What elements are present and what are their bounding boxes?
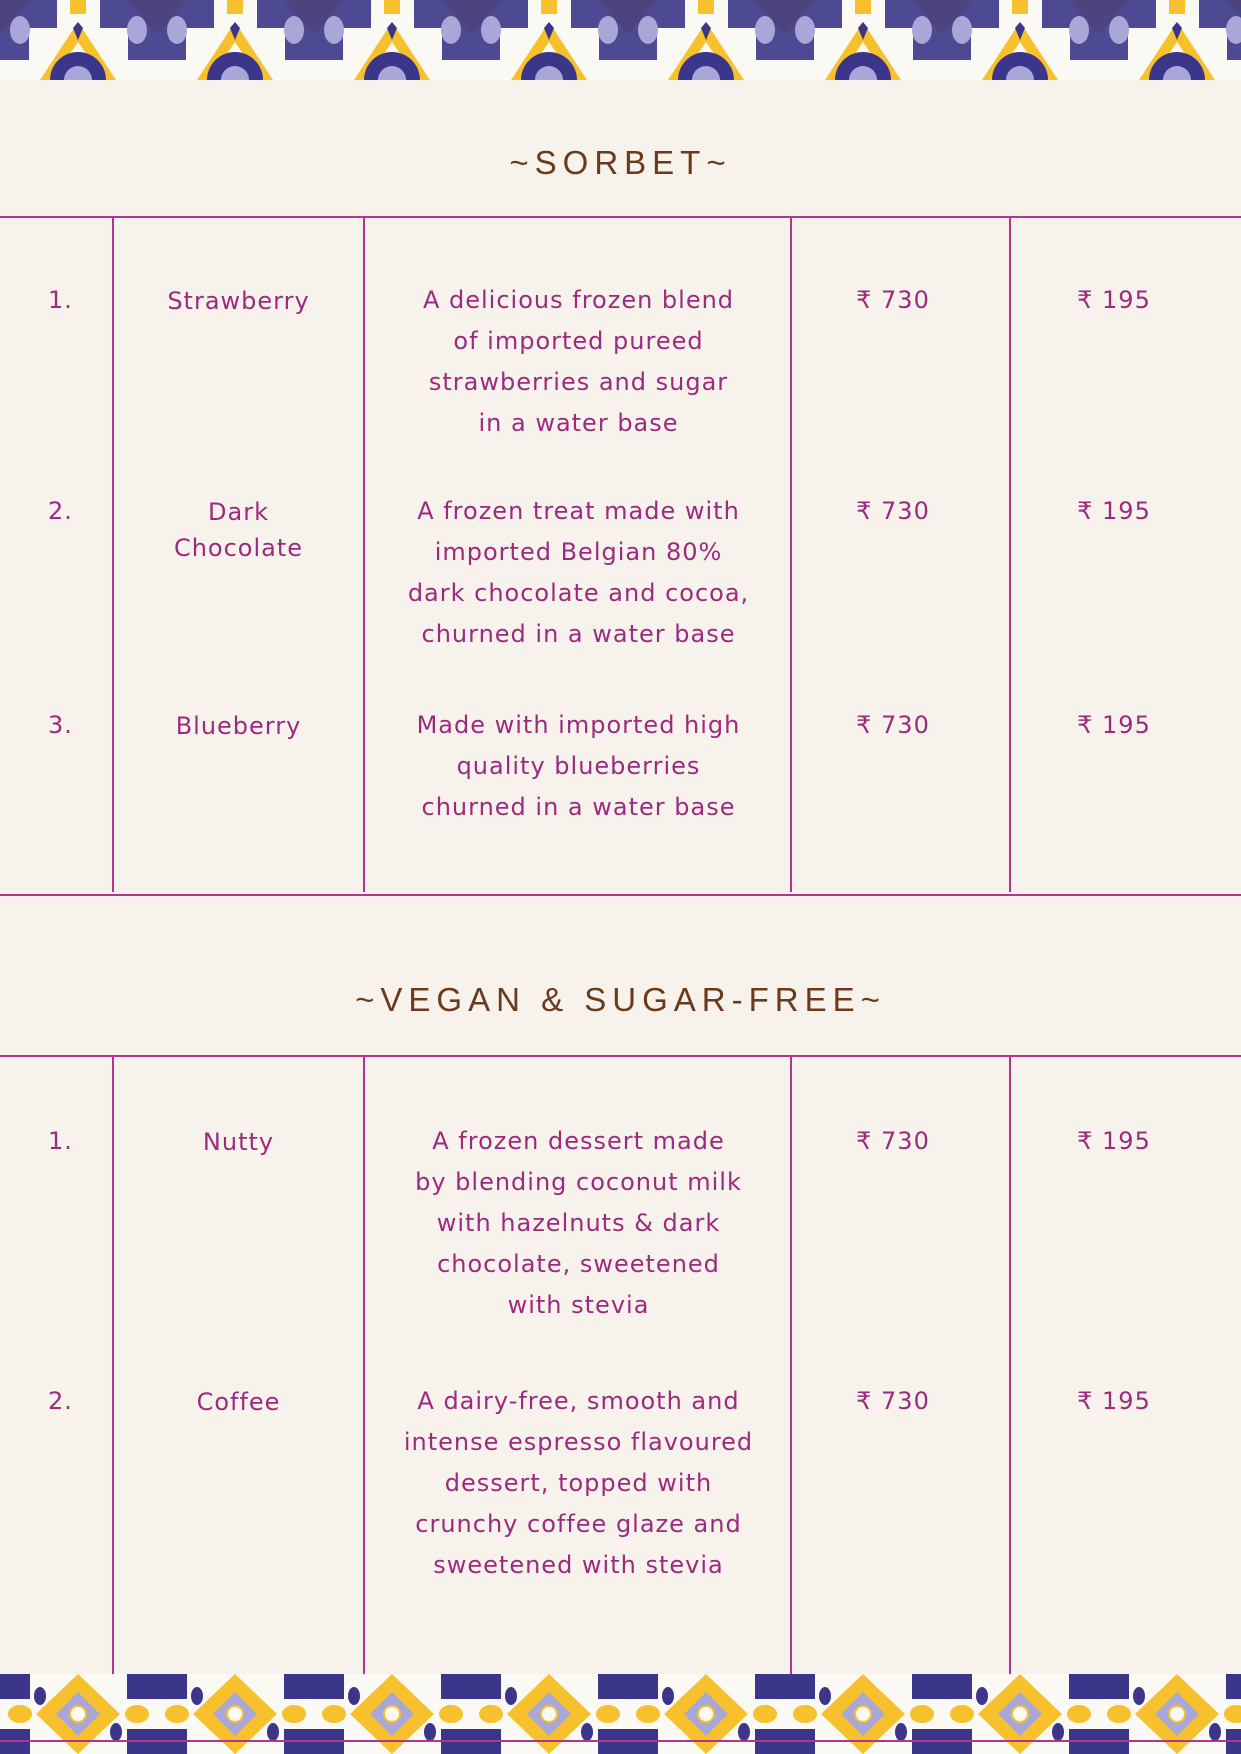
item-name: Strawberry [167, 287, 310, 315]
description-line: intense espresso flavoured [403, 1428, 754, 1456]
description-line: Made with imported high [416, 711, 741, 739]
description-line: chocolate, sweetened [437, 1250, 720, 1278]
item-description [366, 491, 791, 655]
item-name: Blueberry [175, 712, 302, 740]
name-line: Dark [208, 498, 269, 526]
item-number: 2. [48, 497, 73, 525]
item-description [366, 1121, 791, 1326]
decorative-tile-border-top [0, 0, 1241, 80]
item-price-small: ₹ 195 [1077, 497, 1151, 525]
description-line: imported Belgian 80% [434, 538, 723, 566]
description-line: A delicious frozen blend [422, 286, 735, 314]
item-price-small: ₹ 195 [1077, 1387, 1151, 1415]
item-description [366, 280, 791, 444]
description-line: crunchy coffee glaze and [415, 1510, 742, 1538]
item-price-large: ₹ 730 [856, 711, 930, 739]
description-line: churned in a water base [421, 620, 736, 648]
item-number: 1. [48, 286, 73, 314]
table-top-rule [0, 216, 1241, 218]
description-line: A frozen dessert made [432, 1127, 725, 1155]
description-line: by blending coconut milk [415, 1168, 742, 1196]
item-price-large: ₹ 730 [856, 497, 930, 525]
name-line: Chocolate [173, 534, 304, 562]
description-line: with stevia [507, 1291, 650, 1319]
table-bottom-rule [0, 894, 1241, 896]
item-number: 2. [48, 1387, 73, 1415]
item-price-small: ₹ 195 [1077, 1127, 1151, 1155]
description-line: of imported pureed [453, 327, 704, 355]
item-price-small: ₹ 195 [1077, 286, 1151, 314]
column-divider [1009, 216, 1011, 892]
bottom-border-rule [0, 1740, 1241, 1742]
section-title-sorbet: ~SORBET~ [509, 144, 732, 181]
table-top-rule [0, 1055, 1241, 1057]
description-line: with hazelnuts & dark [436, 1209, 721, 1237]
item-price-large: ₹ 730 [856, 286, 930, 314]
description-line: quality blueberries [456, 752, 701, 780]
description-line: sweetened with stevia [433, 1551, 724, 1579]
description-line: strawberries and sugar [428, 368, 729, 396]
item-name [113, 494, 364, 566]
description-line: churned in a water base [421, 793, 736, 821]
description-line: A dairy-free, smooth and [417, 1387, 740, 1415]
description-line: in a water base [478, 409, 679, 437]
item-description [366, 705, 791, 828]
item-name: Nutty [202, 1128, 275, 1156]
item-number: 1. [48, 1127, 73, 1155]
item-name: Coffee [196, 1388, 281, 1416]
description-line: A frozen treat made with [417, 497, 740, 525]
description-line: dessert, topped with [444, 1469, 713, 1497]
column-divider [1009, 1055, 1011, 1675]
item-number: 3. [48, 711, 73, 739]
section-title-vegan-sugar-free: ~VEGAN & SUGAR-FREE~ [355, 981, 886, 1018]
decorative-tile-border-bottom [0, 1674, 1241, 1754]
item-description [366, 1381, 791, 1586]
item-price-small: ₹ 195 [1077, 711, 1151, 739]
description-line: dark chocolate and cocoa, [407, 579, 750, 607]
item-price-large: ₹ 730 [856, 1387, 930, 1415]
item-price-large: ₹ 730 [856, 1127, 930, 1155]
